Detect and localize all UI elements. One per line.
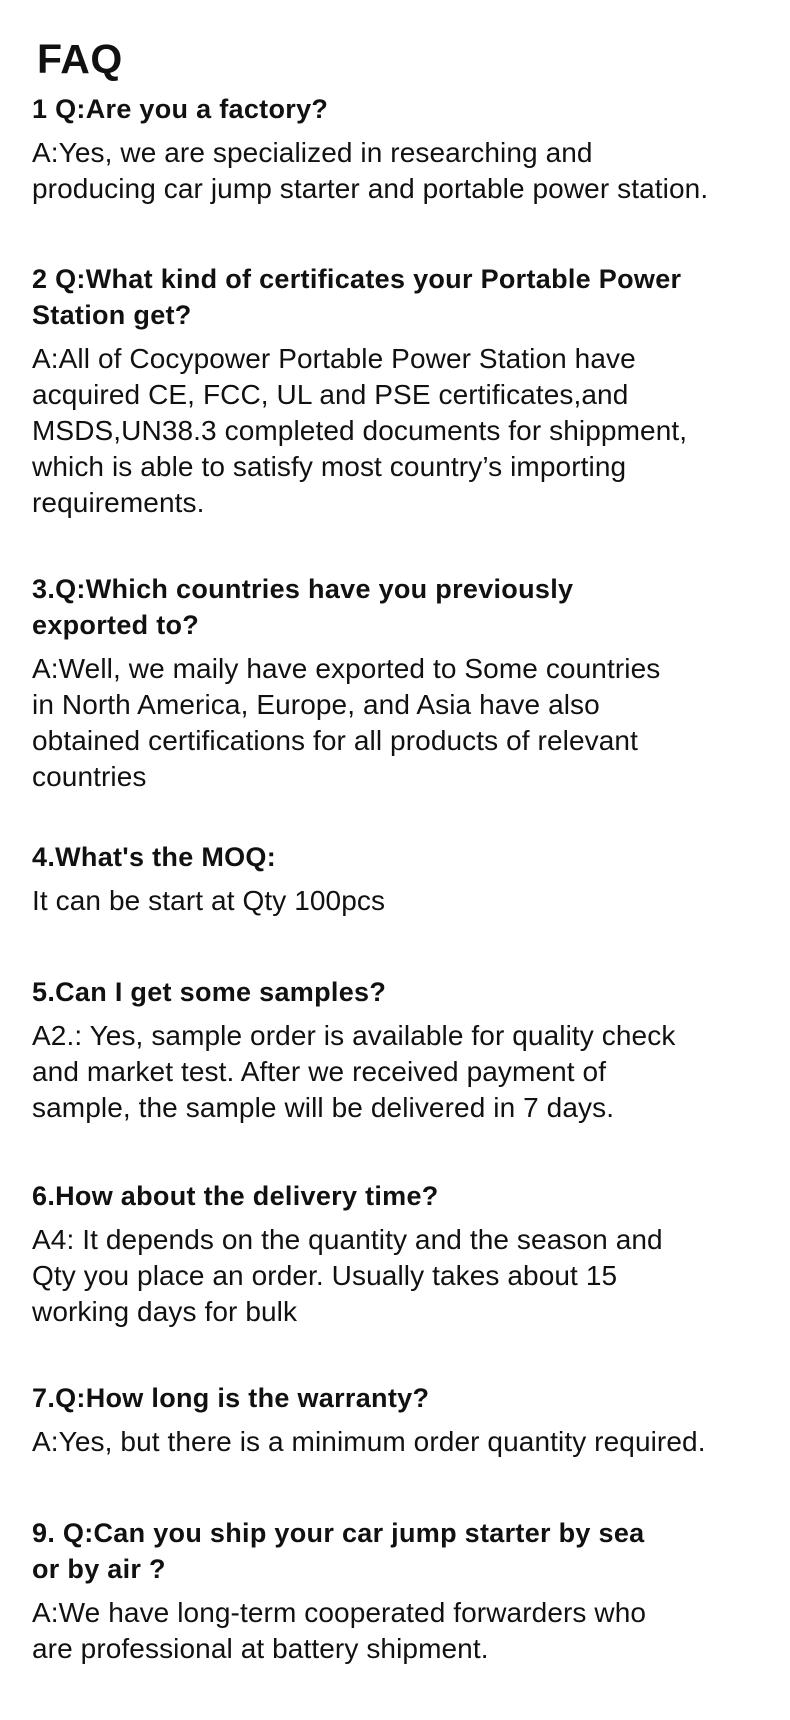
faq-answer: A:Yes, but there is a minimum order quantity required. [32,1426,706,1457]
faq-answer: A2.: Yes, sample order is available for quality check and market test. After we received payment of sample, the sample will be delivered in 7 days. [32,1020,676,1123]
faq-answer: A:Well, we maily have exported to Some countries in North America, Europe, and Asia have also obtained certifications for all products of relevant countries [32,653,661,792]
faq-item [32,1380,788,1460]
faq-item [32,839,788,919]
faq-item [32,1515,788,1667]
page-title: FAQ [37,36,123,82]
faq-item [32,261,788,521]
faq-answer: A:All of Cocypower Portable Power Station have acquired CE, FCC, UL and PSE certificates,and MSDS,UN38.3 completed documents for shippment, which is able to satisfy most country’s importing requirements. [32,343,688,518]
faq-answer: A:We have long-term cooperated forwarders who are professional at battery shipment. [32,1597,647,1664]
faq-item [32,571,788,795]
faq-answer: It can be start at Qty 100pcs [32,885,386,916]
faq-question: 3.Q:Which countries have you previously exported to? [32,574,574,640]
faq-item [32,1178,788,1330]
faq-question: 7.Q:How long is the warranty? [32,1383,430,1413]
faq-question: 1 Q:Are you a factory? [32,94,329,124]
faq-answer: A4: It depends on the quantity and the season and Qty you place an order. Usually takes about 15 working days for bulk [32,1224,663,1327]
faq-answer: A:Yes, we are specialized in researching and producing car jump starter and portable power station. [32,137,709,204]
faq-question: 5.Can I get some samples? [32,977,387,1007]
faq-item [32,91,788,207]
faq-question: 6.How about the delivery time? [32,1181,439,1211]
faq-item [32,974,788,1126]
faq-question: 9. Q:Can you ship your car jump starter by sea or by air ? [32,1518,645,1584]
faq-question: 4.What's the MOQ: [32,842,277,872]
faq-question: 2 Q:What kind of certificates your Portable Power Station get? [32,264,682,330]
